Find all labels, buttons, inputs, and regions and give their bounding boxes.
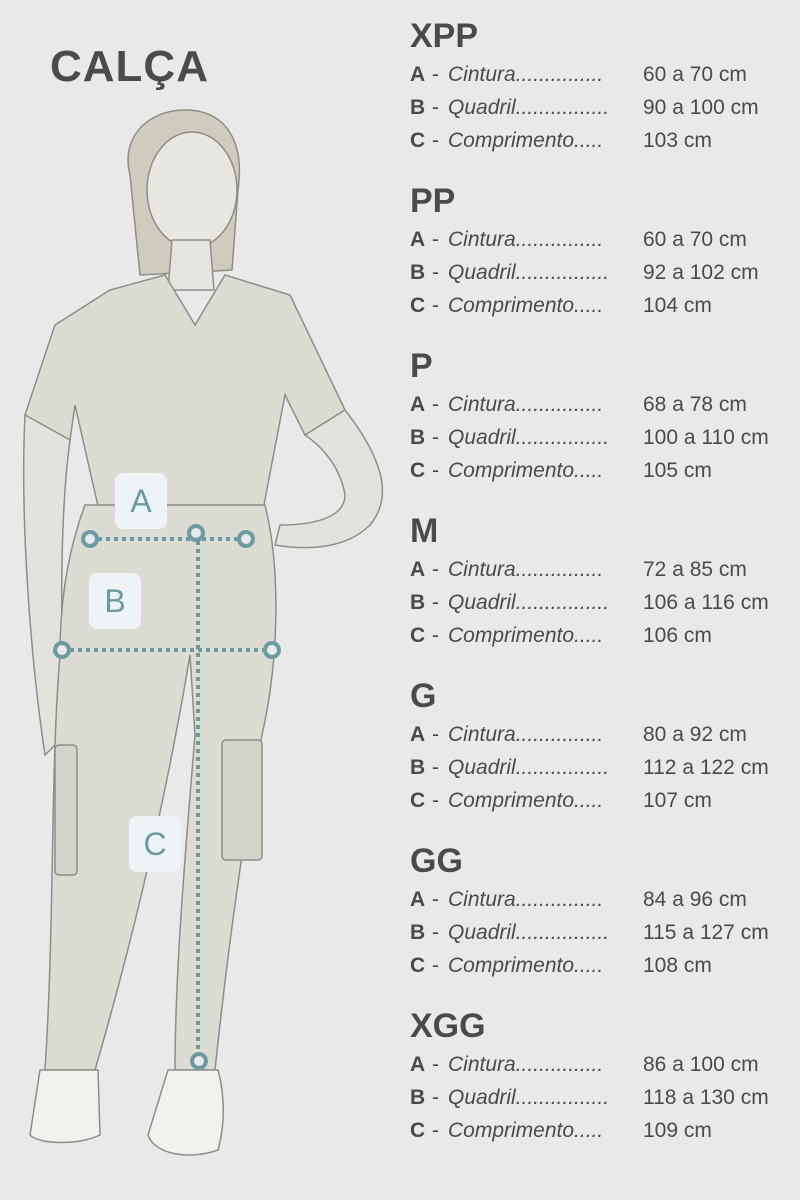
measurement-letter: A — [410, 228, 426, 251]
measurement-value: 84 a 96 cm — [643, 888, 747, 911]
separator: - — [432, 459, 439, 482]
measurement-label: Quadril................ — [448, 1086, 610, 1109]
measurement-label: Comprimento..... — [448, 624, 604, 647]
measurement-value: 80 a 92 cm — [643, 723, 747, 746]
size-block — [410, 14, 795, 179]
measurement-label: Quadril................ — [448, 756, 610, 779]
measurement-label: Cintura............... — [448, 558, 604, 581]
measurement-row — [410, 916, 795, 949]
measurement-value: 68 a 78 cm — [643, 393, 747, 416]
measurement-letter: B — [410, 756, 426, 779]
measurement-letter: B — [410, 591, 426, 614]
size-block — [410, 509, 795, 674]
measurement-letter: C — [410, 789, 426, 812]
measurement-value: 112 a 122 cm — [643, 756, 769, 779]
measurement-letter: B — [410, 426, 426, 449]
separator: - — [432, 393, 439, 416]
measurement-label: Comprimento..... — [448, 294, 604, 317]
measurement-label: Quadril................ — [448, 426, 610, 449]
separator: - — [432, 921, 439, 944]
measurement-row — [410, 751, 795, 784]
measurement-row — [410, 1048, 795, 1081]
measurement-letter: B — [410, 921, 426, 944]
measurement-label: Comprimento..... — [448, 1119, 604, 1142]
separator: - — [432, 96, 439, 119]
measurement-row — [410, 421, 795, 454]
measurement-letter: A — [410, 63, 426, 86]
measurement-row — [410, 256, 795, 289]
measurement-letter: A — [410, 558, 426, 581]
separator: - — [432, 294, 439, 317]
measurement-letter: B — [410, 1086, 426, 1109]
measurement-label: Quadril................ — [448, 261, 610, 284]
measurement-row — [410, 883, 795, 916]
measurement-label: Comprimento..... — [448, 129, 604, 152]
badge-b: B — [89, 573, 141, 629]
page-title: CALÇA — [50, 42, 209, 91]
separator: - — [432, 624, 439, 647]
measurement-value: 100 a 110 cm — [643, 426, 769, 449]
measurement-row — [410, 223, 795, 256]
measurement-row — [410, 388, 795, 421]
measurement-label: Comprimento..... — [448, 459, 604, 482]
separator: - — [432, 756, 439, 779]
measurement-value: 107 cm — [643, 789, 712, 812]
size-table — [410, 14, 795, 1169]
measurement-row — [410, 949, 795, 982]
measurement-value: 115 a 127 cm — [643, 921, 769, 944]
separator: - — [432, 261, 439, 284]
measurement-row — [410, 289, 795, 322]
badge-a: A — [115, 473, 167, 529]
measurement-letter: C — [410, 129, 426, 152]
measurement-label: Cintura............... — [448, 393, 604, 416]
size-name: XGG — [410, 1007, 486, 1045]
measurement-value: 90 a 100 cm — [643, 96, 759, 119]
measurement-row — [410, 718, 795, 751]
separator: - — [432, 789, 439, 812]
measurement-letter: C — [410, 294, 426, 317]
measurement-row — [410, 784, 795, 817]
measurement-letter: B — [410, 261, 426, 284]
separator: - — [432, 426, 439, 449]
measurement-row — [410, 553, 795, 586]
measurement-label: Cintura............... — [448, 888, 604, 911]
model-figure — [0, 95, 400, 1200]
separator: - — [432, 63, 439, 86]
measurement-letter: A — [410, 888, 426, 911]
measurement-label: Cintura............... — [448, 1053, 604, 1076]
measurement-label: Quadril................ — [448, 591, 610, 614]
separator: - — [432, 591, 439, 614]
size-block — [410, 674, 795, 839]
size-name: PP — [410, 182, 456, 220]
size-block — [410, 179, 795, 344]
measurement-value: 118 a 130 cm — [643, 1086, 769, 1109]
measurement-label: Comprimento..... — [448, 954, 604, 977]
size-name: XPP — [410, 17, 479, 55]
size-block — [410, 839, 795, 1004]
measurement-row — [410, 1114, 795, 1147]
separator: - — [432, 1119, 439, 1142]
measurement-letter: C — [410, 1119, 426, 1142]
measurement-label: Quadril................ — [448, 921, 610, 944]
measurement-label: Cintura............... — [448, 63, 604, 86]
measurement-label: Quadril................ — [448, 96, 610, 119]
measurement-letter: C — [410, 624, 426, 647]
measurement-row — [410, 586, 795, 619]
measurement-value: 109 cm — [643, 1119, 712, 1142]
measurement-value: 106 cm — [643, 624, 712, 647]
measurement-letter: A — [410, 723, 426, 746]
size-name: G — [410, 677, 437, 715]
measurement-value: 60 a 70 cm — [643, 63, 747, 86]
measurement-value: 105 cm — [643, 459, 712, 482]
separator: - — [432, 558, 439, 581]
separator: - — [432, 129, 439, 152]
separator: - — [432, 228, 439, 251]
measurement-value: 72 a 85 cm — [643, 558, 747, 581]
measurement-row — [410, 619, 795, 652]
measurement-letter: C — [410, 954, 426, 977]
measurement-row — [410, 1081, 795, 1114]
measurement-label: Comprimento..... — [448, 789, 604, 812]
size-name: GG — [410, 842, 463, 880]
separator: - — [432, 1086, 439, 1109]
size-block — [410, 344, 795, 509]
measurement-row — [410, 91, 795, 124]
separator: - — [432, 888, 439, 911]
size-name: M — [410, 512, 439, 550]
separator: - — [432, 723, 439, 746]
measurement-row — [410, 124, 795, 157]
measurement-value: 103 cm — [643, 129, 712, 152]
measurement-row — [410, 58, 795, 91]
measurement-letter: B — [410, 96, 426, 119]
measurement-letter: C — [410, 459, 426, 482]
measurement-label: Cintura............... — [448, 228, 604, 251]
measurement-value: 104 cm — [643, 294, 712, 317]
woman-in-scrubs-illustration-icon — [0, 95, 400, 1200]
measurement-value: 60 a 70 cm — [643, 228, 747, 251]
separator: - — [432, 1053, 439, 1076]
measurement-value: 86 a 100 cm — [643, 1053, 759, 1076]
measurement-value: 108 cm — [643, 954, 712, 977]
measurement-letter: A — [410, 1053, 426, 1076]
measurement-row — [410, 454, 795, 487]
badge-c: C — [129, 816, 181, 872]
size-name: P — [410, 347, 433, 385]
measurement-label: Cintura............... — [448, 723, 604, 746]
measurement-value: 106 a 116 cm — [643, 591, 769, 614]
size-block — [410, 1004, 795, 1169]
separator: - — [432, 954, 439, 977]
measurement-letter: A — [410, 393, 426, 416]
measurement-value: 92 a 102 cm — [643, 261, 759, 284]
